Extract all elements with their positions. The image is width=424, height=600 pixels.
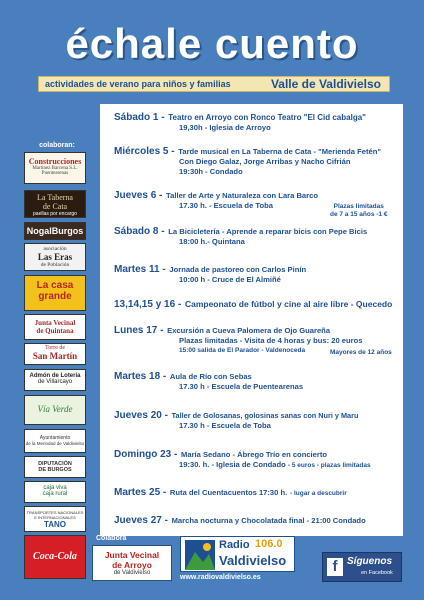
logo-diputacion: DIPUTACIÓN DE BURGOS (24, 456, 86, 478)
logo-transportes: TRANSPORTES NACIONALES E INTERNACIONALES TANO (24, 506, 86, 532)
logo-via-verde: Vía Verde (24, 395, 86, 425)
event-jueves-27: Jueves 27 - Marcha nocturna y Chocolatada final - 21:00 Condado (114, 515, 366, 526)
logo-loteria: Admón de Lotería de Villarcayo (24, 369, 86, 391)
subtitle-banner (38, 76, 390, 92)
logo-las-eras: asociación Las Eras de Población (24, 243, 86, 271)
event-domingo-23: Domingo 23 - María Sedano - Ábrego Trío en concierto 19:30. h. - Iglesia de Condado - 5 euros - plazas limitadas (114, 449, 371, 469)
poster-title: échale cuento (65, 20, 359, 67)
logo-junta-quintana: Junta Vecinal de Quintana (24, 314, 86, 340)
event-13-16: 13,14,15 y 16 - Campeonato de fútbol y cine al aire libre - Quecedo (114, 299, 393, 310)
facebook-follow-badge[interactable] (322, 552, 402, 582)
logo-taberna: La Taberna de Cata paellas por encargo (24, 190, 86, 218)
logo-torre-san-martin: Torre de San Martín (24, 343, 86, 365)
event-sabado-8: Sábado 8 - La Bicicletería - Aprende a reparar bicis con Pepe Bicis 18:00 h.- Quintana (114, 226, 368, 246)
radio-frequency: 106.0 (255, 538, 283, 550)
logo-cajas: caja viva caja rural (24, 481, 86, 503)
radio-valdivielso-logo (180, 536, 295, 572)
logo-construcciones: Construcciones Martinez Barcena S.L. Puentearenas (24, 152, 86, 184)
radio-mountain-icon (185, 540, 215, 570)
logo-nogalburgos: NogalBurgos (24, 222, 86, 240)
event-martes-25: Martes 25 - Ruta del Cuentacuentos 17:30 h. - lugar a descubrir (114, 487, 347, 498)
event-jueves-6: Jueves 6 - Taller de Arte y Naturaleza con Lara Barco 17.30 h. - Escuela de Toba (114, 190, 318, 210)
subtitle-text: actividades de verano para niños y familias (45, 79, 231, 89)
sponsors-label: colaboran: (39, 142, 75, 149)
radio-place: Valdivielso (219, 553, 287, 568)
facebook-icon: f (327, 558, 343, 576)
note-lunes-17: Mayores de 12 años (330, 349, 392, 356)
logo-casa-grande: La casa grande (24, 275, 86, 311)
footer-junta-arroyo-logo: Junta Vecinal de Arroyo de Valdivielso (92, 545, 172, 581)
radio-url[interactable]: www.radiovaldivielso.es (180, 574, 261, 581)
event-sabado-1: Sábado 1 - Teatro en Arroyo con Ronco Teatro "El Cid cabalga" 19,30h - Iglesia de Arroyo (114, 112, 404, 133)
event-miercoles-5: Miércoles 5 - Tarde musical en La Taberna de Cata - "Merienda Fetén" Con Diego Galaz, Jorge Arribas y Nacho Cifrián 19:30h - Condado (114, 146, 381, 176)
radio-name: Radio (219, 539, 250, 551)
facebook-follow-text: Síguenos (347, 556, 393, 567)
footer-colabora-label: Colabora (96, 535, 127, 542)
logo-ayuntamiento: Ayuntamiento de la Merindad de Valdivielso (24, 429, 86, 453)
event-jueves-20: Jueves 20 - Taller de Golosanas, golosinas sanas con Nuri y Maru 17.30 h - Escuela de Toba (114, 410, 359, 430)
location-text: Valle de Valdivielso (270, 77, 381, 91)
event-martes-18: Martes 18 - Aula de Río con Sebas 17.30 h - Escuela de Puentearenas (114, 371, 304, 391)
event-date: Sábado 1 - Teatro en Arroyo con Ronco Teatro "El Cid cabalga" (114, 112, 366, 123)
event-lunes-17: Lunes 17 - Excursión a Cueva Palomera de Ojo Guareña Plazas limitadas - Visita de 4 horas y bus: 20 euros 15:00 salida de El Parador - Valdenoceda (114, 325, 363, 354)
facebook-follow-sub: en Facebook (361, 570, 393, 576)
event-martes-11: Martes 11 - Jornada de pastoreo con Carlos Pinín 10:00 h - Cruce de El Almiñé (114, 264, 307, 284)
logo-coca-cola: Coca-Cola (24, 535, 86, 579)
note-jueves-6: Plazas limitadas de 7 a 15 años -1 € (330, 203, 388, 218)
